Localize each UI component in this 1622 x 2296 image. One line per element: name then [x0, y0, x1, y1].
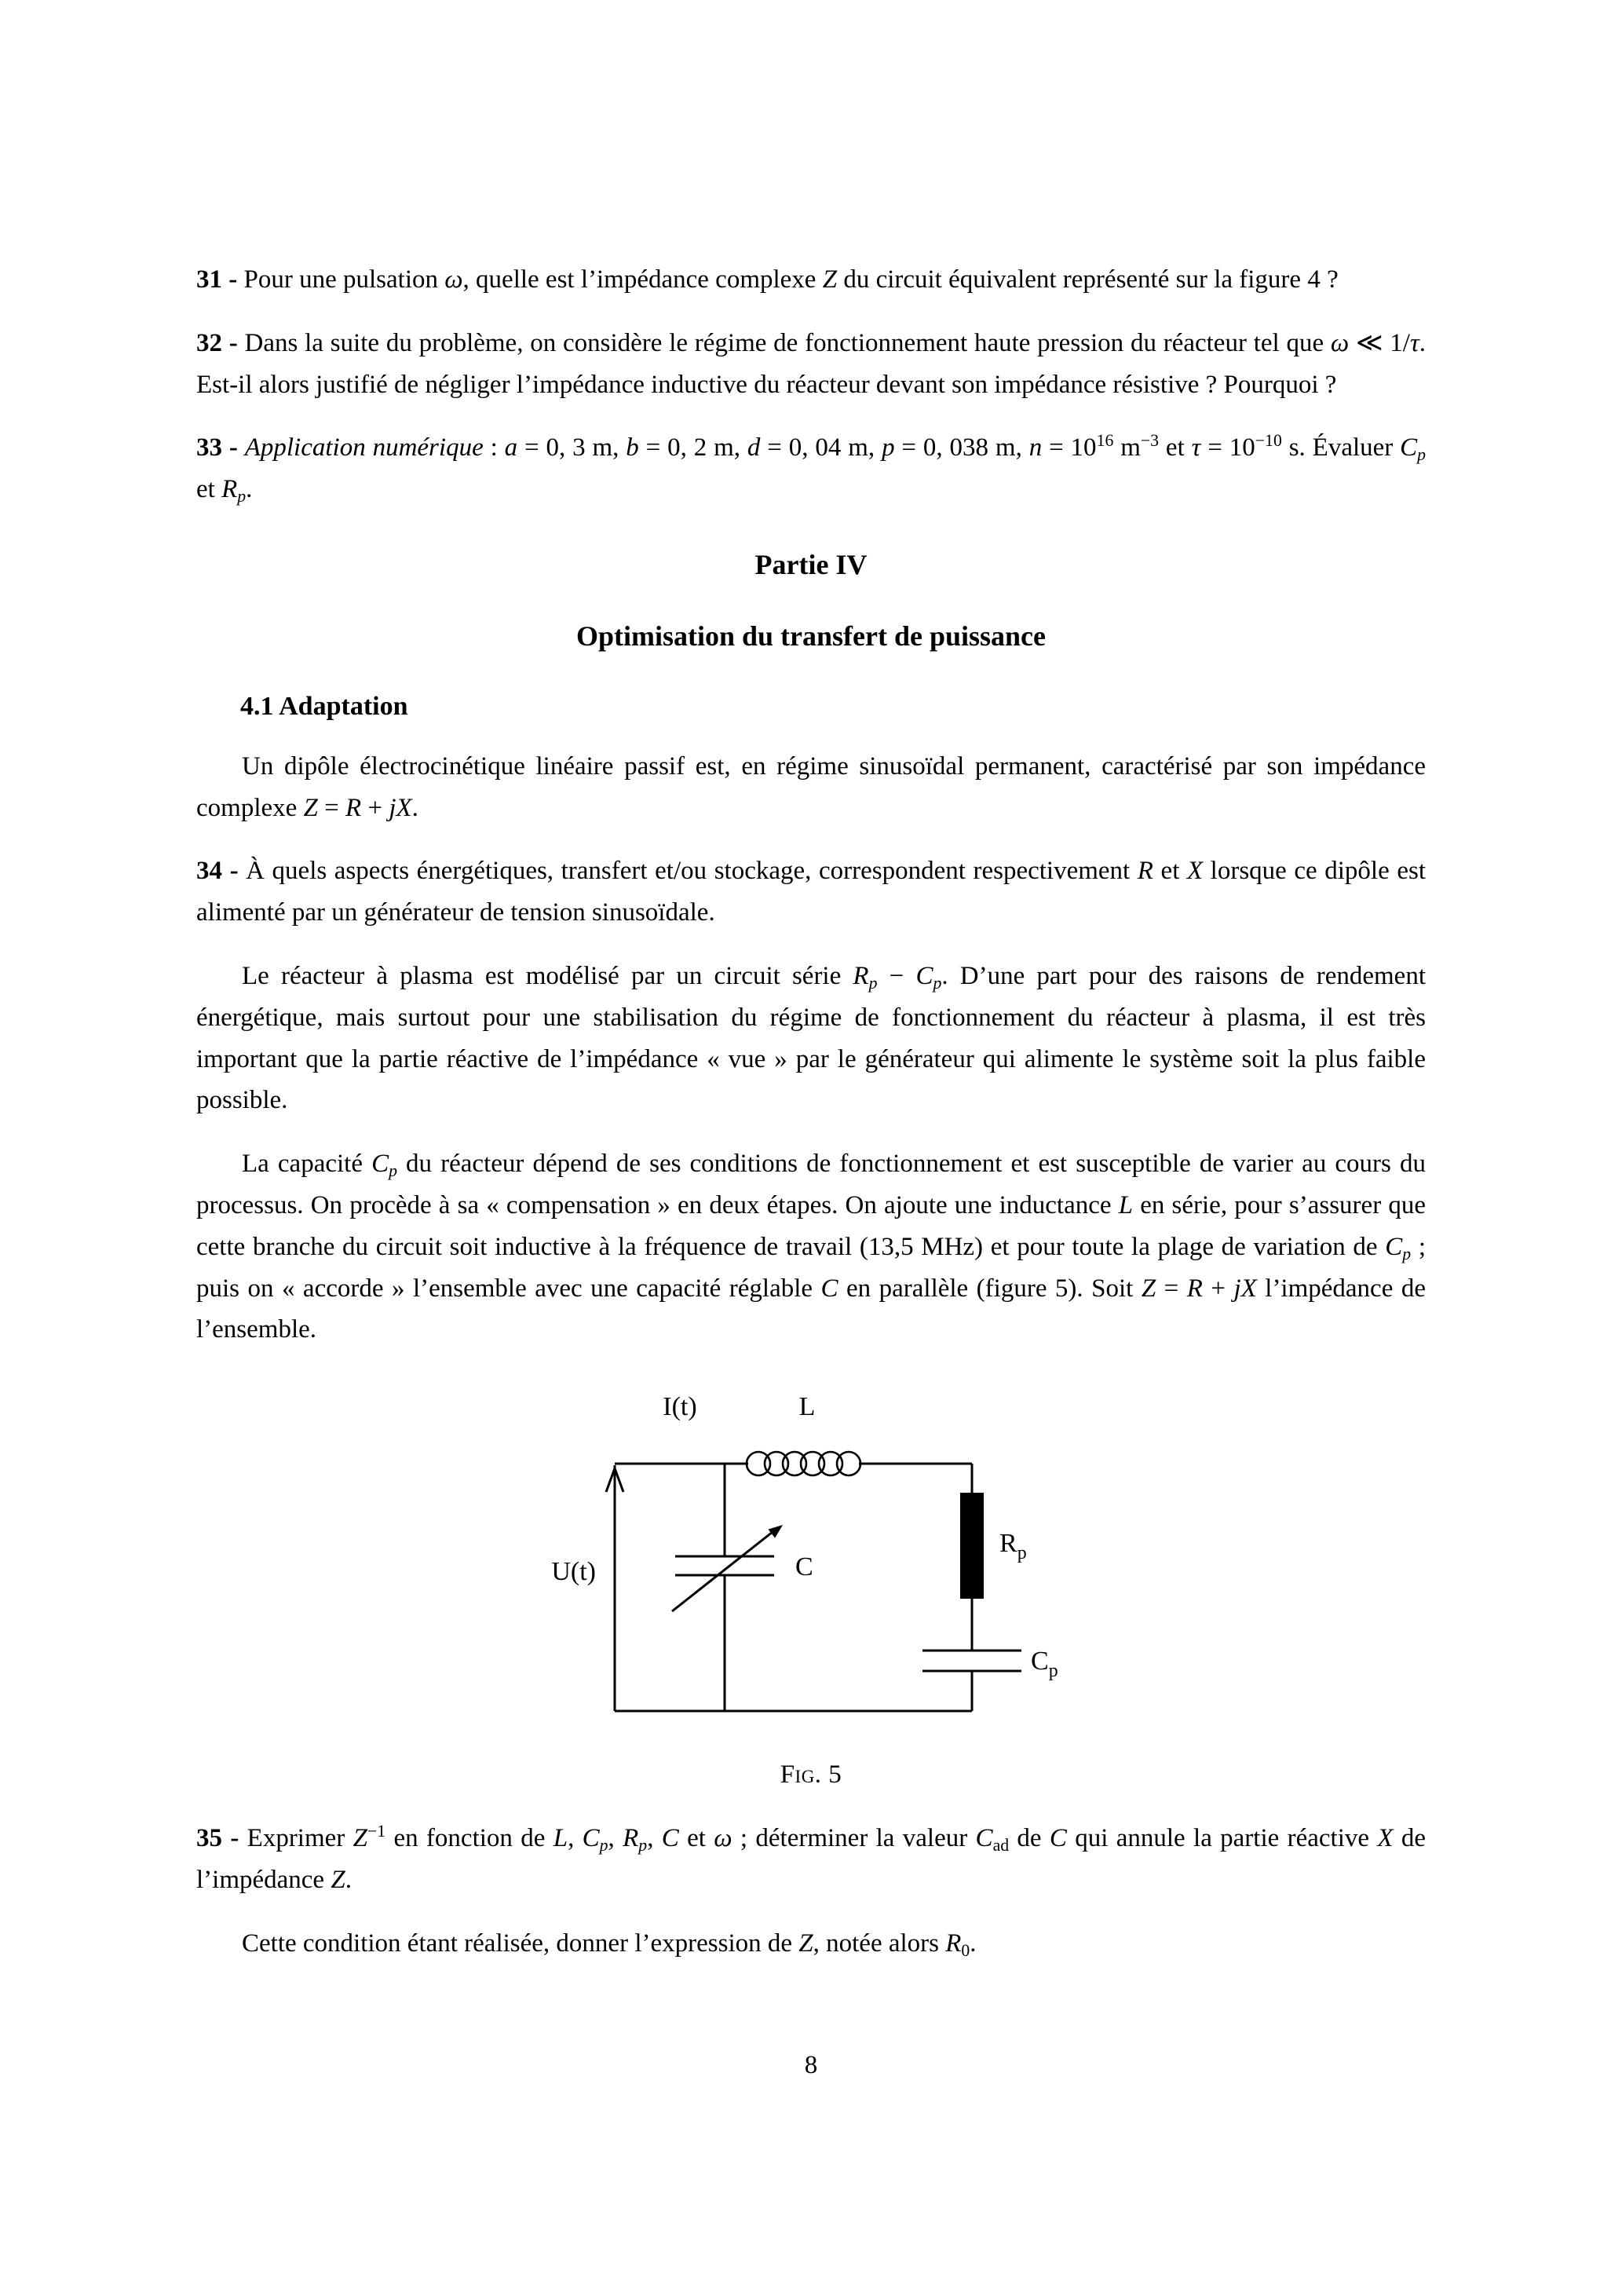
voltage-label: U(t) — [551, 1557, 596, 1587]
question-32 — [196, 323, 1426, 406]
question-33-number: 33 - — [196, 433, 238, 462]
cap-p-label: $C_p$ — [1031, 1647, 1058, 1682]
question-35 — [196, 1818, 1426, 1901]
capacitor-label: C — [795, 1552, 813, 1582]
figure-5 — [513, 1377, 1109, 1796]
current-label: I(t) — [663, 1392, 697, 1422]
variable-capacitor — [672, 1464, 783, 1711]
circuit-diagram — [513, 1377, 1109, 1746]
question-35-text: Exprimer $Z^{-1}$ en fonction de L, $C_p$, $R_p$, C et ω ; déterminer la valeur $C_{ad}$ de C qui annule la partie réactive X de l’impédance Z. — [196, 1821, 1426, 1894]
page-number: 8 — [804, 2051, 818, 2079]
question-35-number: 35 - — [196, 1823, 239, 1852]
resistor-label: $R_p$ — [999, 1529, 1027, 1564]
variable-arrow — [672, 1532, 773, 1611]
question-34 — [196, 850, 1426, 934]
part-heading: Partie IV — [754, 548, 868, 580]
question-33 — [196, 427, 1426, 510]
question-34-text: À quels aspects énergétiques, transfert et/ou stockage, correspondent respectivement R et X lorsque ce dipôle est alimenté par un générateur de tension sinusoïdale. — [196, 857, 1426, 927]
part-title-heading: Optimisation du transfert de puissance — [575, 620, 1047, 652]
capacitor-cp — [922, 1651, 1021, 1671]
question-31 — [196, 259, 1426, 301]
question-32-number: 32 - — [196, 328, 238, 357]
paragraph-capacite: La capacité $C_p$ du réacteur dépend de ses conditions de fonctionnement et est susceptible de varier au cours du processus. On procède à sa « compensation » en deux étapes. On ajoute une inductance L en série, pour s’assurer que cette branche du circuit soit inductive à la fréquence de travail (13,5 MHz) et pour toute la plage de variation de $C_p$ ; puis on « accorde » l’ensemble avec une capacité réglable C en parallèle (figure 5). Soit Z = R + jX l’impédance de l’ensemble. — [196, 1150, 1426, 1344]
paragraph-condition: Cette condition étant réalisée, donner l’expression de Z, notée alors $R_0$. — [242, 1929, 977, 1960]
question-33-text: Application numérique : a = 0, 3 m, b = 0, 2 m, d = 0, 04 m, p = 0, 038 m, $n = 10^{16}$ $m^{-3}$ et $\tau = 10^{-10}$ s. Évaluer $C_p$ et $R_p$. — [196, 431, 1427, 506]
question-31-number: 31 - — [196, 265, 238, 294]
figure-caption: Fig. 5 — [780, 1760, 842, 1790]
inductor-label: L — [798, 1392, 816, 1422]
paragraph-dipole: Un dipôle électrocinétique linéaire passif est, en régime sinusoïdal permanent, caractérisé par son impédance complexe Z = R + jX. — [196, 751, 1426, 822]
question-32-text: Dans la suite du problème, on considère le régime de fonctionnement haute pression du réacteur tel que ω ≪ 1/τ. Est-il alors justifié de négliger l’impédance inductive du réacteur devant son impédance résistive ? Pourquoi ? — [196, 328, 1427, 399]
question-31-text: Pour une pulsation ω, quelle est l’impédance complexe Z du circuit équivalent représenté sur la figure 4 ? — [243, 265, 1339, 294]
text-column — [196, 259, 1426, 1964]
variable-arrowhead-icon — [769, 1525, 784, 1538]
paragraph-reacteur: Le réacteur à plasma est modélisé par un circuit série $R_p - C_p$. D’une part pour des raisons de rendement énergétique, mais surtout pour une stabilisation du régime de fonctionnement du réacteur à plasma, il est très important que la partie réactive de l’impédance « vue » par le générateur qui alimente le système soit la plus faible possible. — [196, 961, 1426, 1115]
resistor-rp — [960, 1493, 984, 1599]
section-heading: 4.1 Adaptation — [240, 691, 408, 721]
question-34-number: 34 - — [196, 857, 239, 886]
inductor-coil — [747, 1452, 860, 1475]
